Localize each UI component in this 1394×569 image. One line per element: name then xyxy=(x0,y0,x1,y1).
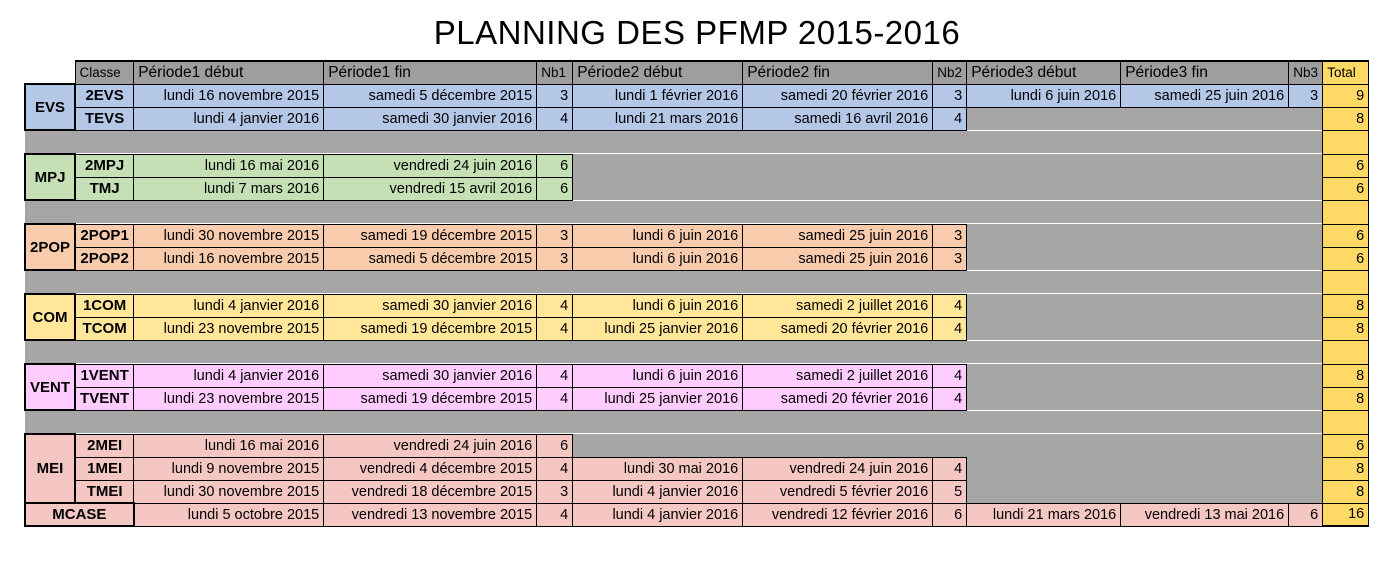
total-cell: 8 xyxy=(1323,387,1369,410)
p1-fin-cell: vendredi 24 juin 2016 xyxy=(324,154,537,177)
nb2-cell: 6 xyxy=(933,503,967,526)
total-cell: 6 xyxy=(1323,247,1369,270)
p2-debut-cell: lundi 1 février 2016 xyxy=(573,84,743,107)
p1-fin-cell: samedi 5 décembre 2015 xyxy=(324,247,537,270)
p1-fin-cell: samedi 19 décembre 2015 xyxy=(324,224,537,247)
nb1-cell: 3 xyxy=(537,247,573,270)
empty-cell xyxy=(967,317,1323,340)
nb1-cell: 4 xyxy=(537,317,573,340)
nb2-cell: 3 xyxy=(933,247,967,270)
p1-fin-cell: samedi 30 janvier 2016 xyxy=(324,364,537,387)
p1-debut-cell: lundi 7 mars 2016 xyxy=(134,177,324,200)
header-p3-fin: Période3 fin xyxy=(1121,61,1289,84)
p1-debut-cell: lundi 5 octobre 2015 xyxy=(134,503,324,526)
class-cell: TEVS xyxy=(75,107,134,130)
p2-debut-cell: lundi 6 juin 2016 xyxy=(573,364,743,387)
table-row xyxy=(25,247,1369,270)
total-cell: 6 xyxy=(1323,434,1369,457)
empty-cell xyxy=(573,434,1323,457)
total-cell: 8 xyxy=(1323,480,1369,503)
total-cell: 6 xyxy=(1323,224,1369,247)
table-row xyxy=(25,317,1369,340)
p1-debut-cell: lundi 4 janvier 2016 xyxy=(134,294,324,317)
p2-fin-cell: samedi 20 février 2016 xyxy=(743,317,933,340)
p2-fin-cell: vendredi 24 juin 2016 xyxy=(743,457,933,480)
total-cell: 16 xyxy=(1323,503,1369,526)
class-cell: 1MEI xyxy=(75,457,134,480)
class-cell: 2EVS xyxy=(75,84,134,107)
header-p1-fin: Période1 fin xyxy=(324,61,537,84)
p2-debut-cell: lundi 6 juin 2016 xyxy=(573,247,743,270)
class-cell: TMJ xyxy=(75,177,134,200)
class-cell: TVENT xyxy=(75,387,134,410)
p1-fin-cell: vendredi 18 décembre 2015 xyxy=(324,480,537,503)
header-p3-debut: Période3 début xyxy=(967,61,1121,84)
group-label-mei: MEI xyxy=(25,434,75,503)
total-cell: 8 xyxy=(1323,107,1369,130)
header-corner xyxy=(25,61,75,84)
total-cell: 8 xyxy=(1323,364,1369,387)
nb1-cell: 6 xyxy=(537,177,573,200)
p1-debut-cell: lundi 23 novembre 2015 xyxy=(134,387,324,410)
nb2-cell: 4 xyxy=(933,364,967,387)
spacer-row xyxy=(25,410,1369,434)
empty-cell xyxy=(573,154,1323,177)
p1-fin-cell: samedi 19 décembre 2015 xyxy=(324,387,537,410)
spacer-row xyxy=(25,270,1369,294)
p1-fin-cell: vendredi 13 novembre 2015 xyxy=(324,503,537,526)
table-row xyxy=(25,294,1369,317)
p3-debut-cell: lundi 6 juin 2016 xyxy=(967,84,1121,107)
p1-debut-cell: lundi 9 novembre 2015 xyxy=(134,457,324,480)
p1-fin-cell: vendredi 24 juin 2016 xyxy=(324,434,537,457)
class-cell: 2POP2 xyxy=(75,247,134,270)
class-cell: 2MEI xyxy=(75,434,134,457)
header-nb3: Nb3 xyxy=(1289,61,1323,84)
nb1-cell: 4 xyxy=(537,107,573,130)
header-classe: Classe xyxy=(75,61,134,84)
group-label-com: COM xyxy=(25,294,75,340)
nb1-cell: 4 xyxy=(537,503,573,526)
total-cell: 6 xyxy=(1323,154,1369,177)
total-cell: 6 xyxy=(1323,177,1369,200)
nb2-cell: 4 xyxy=(933,317,967,340)
p3-fin-cell: samedi 25 juin 2016 xyxy=(1121,84,1289,107)
p3-fin-cell: vendredi 13 mai 2016 xyxy=(1121,503,1289,526)
header-nb2: Nb2 xyxy=(933,61,967,84)
group-label-2pop: 2POP xyxy=(25,224,75,270)
spacer-row xyxy=(25,200,1369,224)
p1-fin-cell: samedi 19 décembre 2015 xyxy=(324,317,537,340)
nb2-cell: 4 xyxy=(933,387,967,410)
class-cell: TCOM xyxy=(75,317,134,340)
p2-fin-cell: samedi 25 juin 2016 xyxy=(743,224,933,247)
nb1-cell: 4 xyxy=(537,457,573,480)
p1-fin-cell: samedi 30 janvier 2016 xyxy=(324,294,537,317)
p1-debut-cell: lundi 30 novembre 2015 xyxy=(134,480,324,503)
nb3-cell: 3 xyxy=(1289,84,1323,107)
class-cell: TMEI xyxy=(75,480,134,503)
spacer-row xyxy=(25,130,1369,154)
p1-debut-cell: lundi 16 novembre 2015 xyxy=(134,84,324,107)
nb1-cell: 4 xyxy=(537,387,573,410)
p2-fin-cell: samedi 20 février 2016 xyxy=(743,387,933,410)
p1-debut-cell: lundi 30 novembre 2015 xyxy=(134,224,324,247)
table-row xyxy=(25,503,1369,526)
p2-fin-cell: samedi 2 juillet 2016 xyxy=(743,364,933,387)
p1-debut-cell: lundi 16 novembre 2015 xyxy=(134,247,324,270)
header-p2-debut: Période2 début xyxy=(573,61,743,84)
nb2-cell: 5 xyxy=(933,480,967,503)
p2-debut-cell: lundi 6 juin 2016 xyxy=(573,294,743,317)
p1-fin-cell: samedi 5 décembre 2015 xyxy=(324,84,537,107)
p2-debut-cell: lundi 25 janvier 2016 xyxy=(573,387,743,410)
header-total: Total xyxy=(1323,61,1369,84)
p1-debut-cell: lundi 16 mai 2016 xyxy=(134,154,324,177)
nb1-cell: 6 xyxy=(537,154,573,177)
nb2-cell: 4 xyxy=(933,107,967,130)
header-p1-debut: Période1 début xyxy=(134,61,324,84)
header-nb1: Nb1 xyxy=(537,61,573,84)
page-title: PLANNING DES PFMP 2015-2016 xyxy=(433,14,961,51)
table-row xyxy=(25,107,1369,130)
class-cell: 1VENT xyxy=(75,364,134,387)
nb2-cell: 3 xyxy=(933,84,967,107)
empty-cell xyxy=(573,177,1323,200)
p2-fin-cell: samedi 25 juin 2016 xyxy=(743,247,933,270)
nb1-cell: 3 xyxy=(537,224,573,247)
table-row xyxy=(25,457,1369,480)
group-label-mcase: MCASE xyxy=(25,503,134,526)
p2-fin-cell: samedi 16 avril 2016 xyxy=(743,107,933,130)
group-label-evs: EVS xyxy=(25,84,75,130)
nb1-cell: 6 xyxy=(537,434,573,457)
p2-debut-cell: lundi 4 janvier 2016 xyxy=(573,480,743,503)
p2-debut-cell: lundi 21 mars 2016 xyxy=(573,107,743,130)
empty-cell xyxy=(967,294,1323,317)
table-row xyxy=(25,224,1369,247)
p2-fin-cell: vendredi 12 février 2016 xyxy=(743,503,933,526)
group-label-vent: VENT xyxy=(25,364,75,410)
nb1-cell: 4 xyxy=(537,364,573,387)
header-p2-fin: Période2 fin xyxy=(743,61,933,84)
class-cell: 2POP1 xyxy=(75,224,134,247)
nb2-cell: 4 xyxy=(933,294,967,317)
class-cell: 2MPJ xyxy=(75,154,134,177)
p1-debut-cell: lundi 16 mai 2016 xyxy=(134,434,324,457)
p2-debut-cell: lundi 25 janvier 2016 xyxy=(573,317,743,340)
nb1-cell: 3 xyxy=(537,84,573,107)
table-row xyxy=(25,177,1369,200)
p1-fin-cell: samedi 30 janvier 2016 xyxy=(324,107,537,130)
empty-cell xyxy=(967,107,1323,130)
nb2-cell: 4 xyxy=(933,457,967,480)
total-cell: 8 xyxy=(1323,317,1369,340)
table-row xyxy=(25,434,1369,457)
p1-debut-cell: lundi 4 janvier 2016 xyxy=(134,107,324,130)
empty-cell xyxy=(967,480,1323,503)
p2-debut-cell: lundi 6 juin 2016 xyxy=(573,224,743,247)
table-row xyxy=(25,480,1369,503)
nb1-cell: 4 xyxy=(537,294,573,317)
empty-cell xyxy=(967,364,1323,387)
p3-debut-cell: lundi 21 mars 2016 xyxy=(967,503,1121,526)
empty-cell xyxy=(967,457,1323,480)
p1-debut-cell: lundi 4 janvier 2016 xyxy=(134,364,324,387)
total-cell: 9 xyxy=(1323,84,1369,107)
header-row xyxy=(25,61,1369,84)
p1-fin-cell: vendredi 15 avril 2016 xyxy=(324,177,537,200)
nb3-cell: 6 xyxy=(1289,503,1323,526)
p1-fin-cell: vendredi 4 décembre 2015 xyxy=(324,457,537,480)
class-cell: 1COM xyxy=(75,294,134,317)
p2-debut-cell: lundi 4 janvier 2016 xyxy=(573,503,743,526)
p2-fin-cell: vendredi 5 février 2016 xyxy=(743,480,933,503)
empty-cell xyxy=(967,247,1323,270)
empty-cell xyxy=(967,387,1323,410)
p2-debut-cell: lundi 30 mai 2016 xyxy=(573,457,743,480)
p2-fin-cell: samedi 20 février 2016 xyxy=(743,84,933,107)
empty-cell xyxy=(967,224,1323,247)
total-cell: 8 xyxy=(1323,457,1369,480)
total-cell: 8 xyxy=(1323,294,1369,317)
table-row xyxy=(25,84,1369,107)
planning-table xyxy=(24,60,1369,527)
p2-fin-cell: samedi 2 juillet 2016 xyxy=(743,294,933,317)
table-row xyxy=(25,154,1369,177)
table-row xyxy=(25,364,1369,387)
table-row xyxy=(25,387,1369,410)
nb2-cell: 3 xyxy=(933,224,967,247)
spacer-row xyxy=(25,340,1369,364)
p1-debut-cell: lundi 23 novembre 2015 xyxy=(134,317,324,340)
nb1-cell: 3 xyxy=(537,480,573,503)
group-label-mpj: MPJ xyxy=(25,154,75,200)
